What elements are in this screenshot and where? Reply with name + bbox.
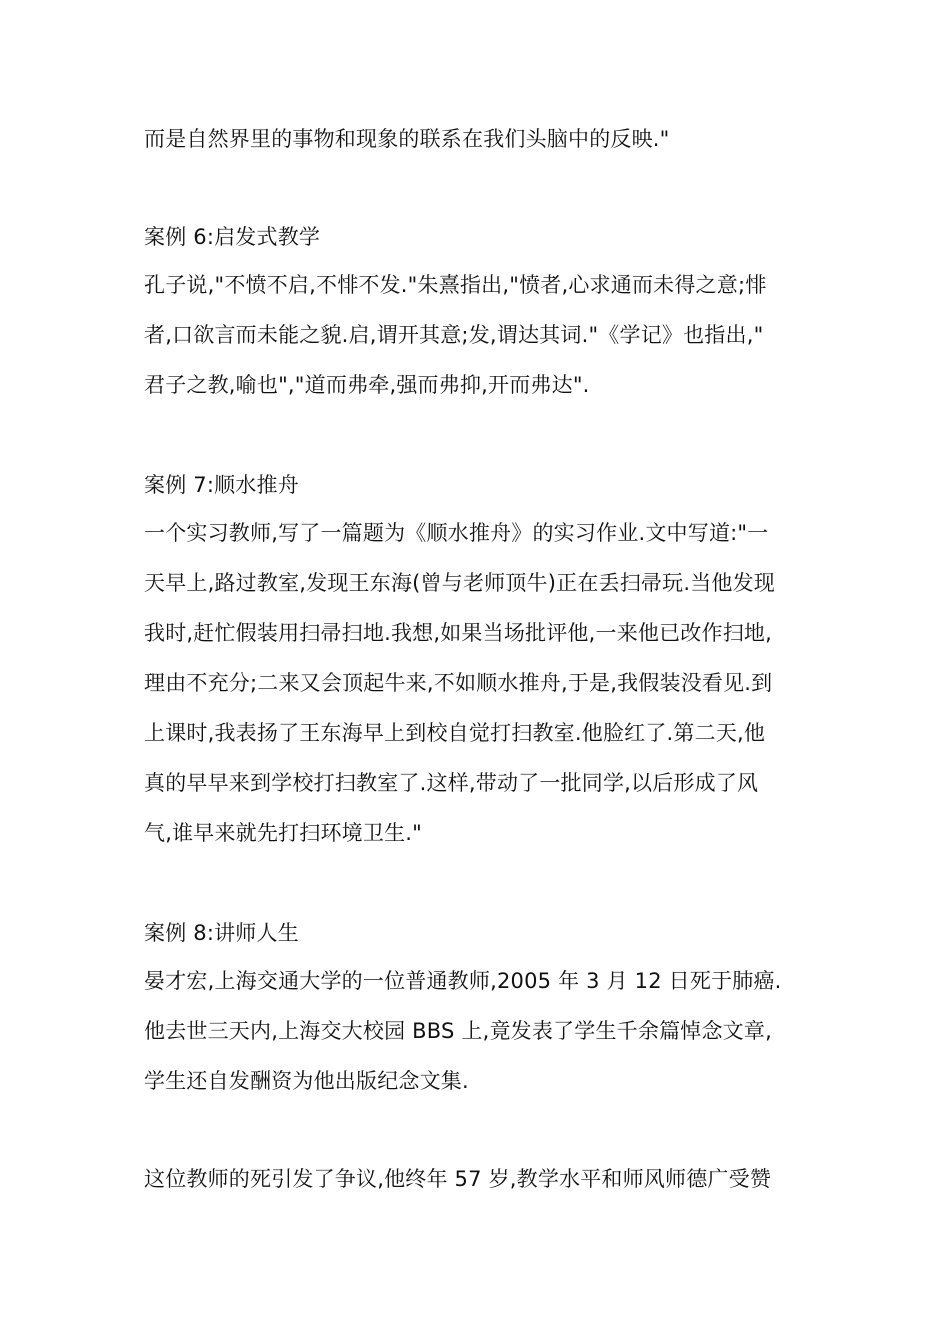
paragraph-line: 晏才宏,上海交通大学的一位普通教师,2005 年 3 月 12 日死于肺癌.: [144, 969, 782, 993]
paragraph-line: 者,口欲言而未能之貌.启,谓开其意;发,谓达其词."《学记》也指出,": [144, 323, 764, 347]
case-6-heading: 案例 6:启发式教学: [144, 225, 321, 249]
paragraph-line: 真的早早来到学校打扫教室了.这样,带动了一批同学,以后形成了风: [144, 771, 759, 795]
paragraph-line: 理由不充分;二来又会顶起牛来,不如顺水推舟,于是,我假装没看见.到: [144, 671, 773, 695]
paragraph-line: 我时,赶忙假装用扫帚扫地.我想,如果当场批评他,一来他已改作扫地,: [144, 621, 772, 645]
paragraph-line: 君子之教,喻也","道而弗牵,强而弗抑,开而弗达".: [144, 373, 590, 397]
paragraph-line: 学生还自发酬资为他出版纪念文集.: [144, 1069, 469, 1093]
paragraph-line: 这位教师的死引发了争议,他终年 57 岁,教学水平和师风师德广受赞: [144, 1167, 772, 1191]
paragraph-line: 上课时,我表扬了王东海早上到校自觉打扫教室.他脸红了.第二天,他: [144, 721, 766, 745]
case-8-heading: 案例 8:讲师人生: [144, 921, 299, 945]
paragraph-line: 一个实习教师,写了一篇题为《顺水推舟》的实习作业.文中写道:"一: [144, 521, 769, 545]
paragraph-line: 气,谁早来就先打扫环境卫生.": [144, 821, 423, 845]
paragraph-line: 孔子说,"不愤不启,不悱不发."朱熹指出,"愤者,心求通而未得之意;悱: [144, 273, 767, 297]
case-7-heading: 案例 7:顺水推舟: [144, 473, 299, 497]
paragraph-line: 他去世三天内,上海交大校园 BBS 上,竟发表了学生千余篇悼念文章,: [144, 1019, 772, 1043]
paragraph-line: 天早上,路过教室,发现王东海(曾与老师顶牛)正在丢扫帚玩.当他发现: [144, 571, 776, 595]
paragraph-line: 而是自然界里的事物和现象的联系在我们头脑中的反映.": [144, 127, 670, 151]
